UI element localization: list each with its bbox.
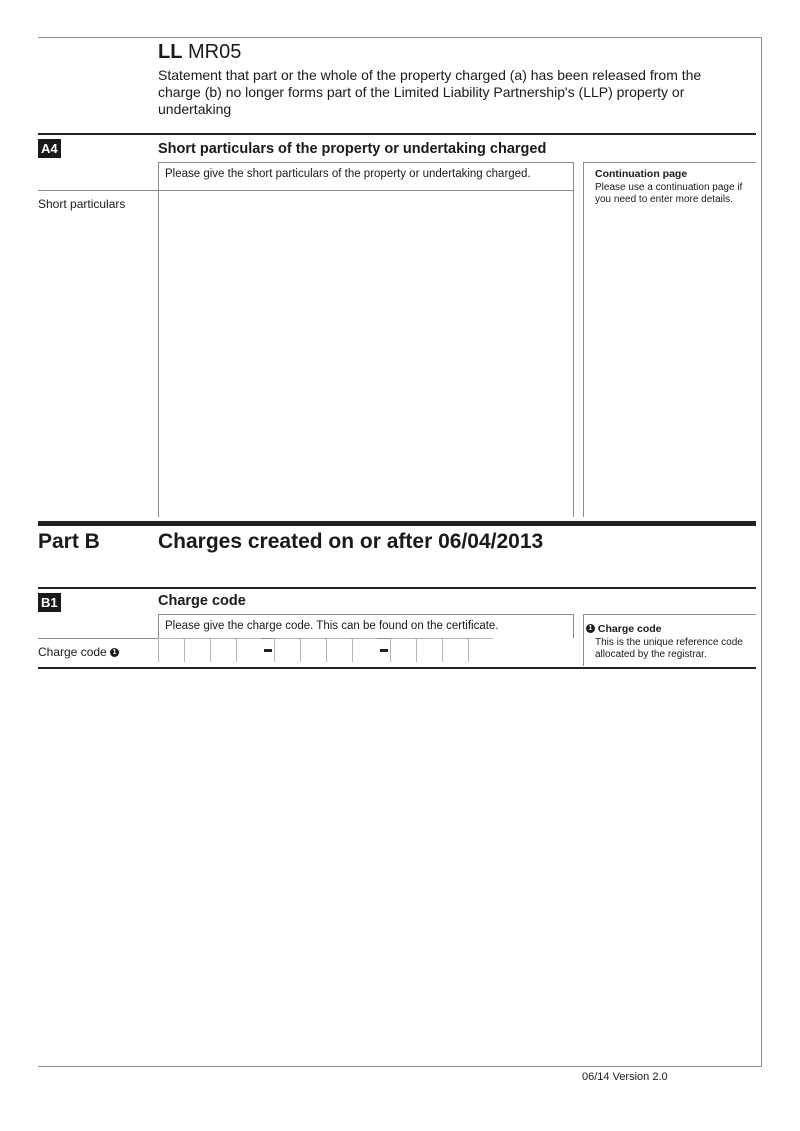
section-b1-divider xyxy=(38,587,756,589)
charge-code-digit-9[interactable] xyxy=(390,638,415,662)
charge-code-digit-11[interactable] xyxy=(442,638,467,662)
short-particulars-field[interactable] xyxy=(159,192,573,514)
form-prefix: LL xyxy=(158,41,183,63)
charge-code-digit-8[interactable] xyxy=(352,638,377,662)
section-a4-divider xyxy=(38,133,756,135)
a4-instruction: Please give the short particulars of the property or undertaking charged. xyxy=(165,168,531,180)
charge-code-digit-3[interactable] xyxy=(210,638,235,662)
charge-code-note-text: This is the unique reference code allocated by the registrar. xyxy=(595,637,743,660)
charge-code-digit-7[interactable] xyxy=(326,638,351,662)
form-code xyxy=(158,40,241,64)
b1-label-underline xyxy=(38,638,158,639)
section-b1-badge: B1 xyxy=(38,593,61,612)
charge-code-separator-2 xyxy=(380,649,388,652)
info-circle-icon: 1 xyxy=(110,648,119,657)
charge-code-label xyxy=(38,645,119,659)
b1-side-left xyxy=(583,614,584,666)
section-a4-badge: A4 xyxy=(38,139,61,158)
charge-code-note-title xyxy=(586,623,662,635)
charge-code-digit-5[interactable] xyxy=(274,638,299,662)
info-circle-icon: 1 xyxy=(586,624,595,633)
charge-code-digit-2[interactable] xyxy=(184,638,209,662)
a4-side-top xyxy=(583,162,756,163)
charge-code-digit-6[interactable] xyxy=(300,638,325,662)
part-b-title: Charges created on or after 06/04/2013 xyxy=(158,530,544,553)
charge-code-digit-4[interactable] xyxy=(236,638,261,662)
version-label: 06/14 Version 2.0 xyxy=(582,1071,668,1083)
b1-instruction: Please give the charge code. This can be found on the certificate. xyxy=(165,620,499,632)
section-b1-bottom xyxy=(38,667,756,669)
charge-code-note-title-text: Charge code xyxy=(597,623,662,635)
a4-side-left xyxy=(583,162,584,517)
top-border xyxy=(38,37,762,38)
a4-field-right xyxy=(573,162,574,517)
continuation-page-text: Please use a continuation page if you need to enter more details. xyxy=(595,182,743,205)
b1-instruction-right xyxy=(573,614,574,638)
short-particulars-label: Short particulars xyxy=(38,197,126,211)
b1-instruction-left xyxy=(158,614,159,638)
right-border xyxy=(761,37,762,1067)
charge-code-digit-10[interactable] xyxy=(416,638,441,662)
charge-code-digit-12[interactable] xyxy=(468,638,493,662)
footer-rule xyxy=(38,1066,762,1067)
charge-code-label-text: Charge code xyxy=(38,645,107,659)
b1-side-top xyxy=(583,614,756,615)
form-number: MR05 xyxy=(188,41,242,63)
section-b1-title: Charge code xyxy=(158,593,246,609)
part-b-divider xyxy=(38,521,756,526)
part-b-label: Part B xyxy=(38,530,100,553)
form-description: Statement that part or the whole of the property charged (a) has been released from the charge (b) no longer forms part of the Limited Liability Partnership's (LLP) property or undertaking xyxy=(158,67,702,117)
a4-instruction-top xyxy=(158,162,574,163)
continuation-page-title: Continuation page xyxy=(595,168,688,180)
section-a4-title: Short particulars of the property or undertaking charged xyxy=(158,141,547,157)
b1-instruction-top xyxy=(158,614,574,615)
a4-field-top xyxy=(158,190,574,191)
charge-code-digit-1[interactable] xyxy=(158,638,183,662)
charge-code-separator-1 xyxy=(264,649,272,652)
a4-label-underline xyxy=(38,190,158,191)
